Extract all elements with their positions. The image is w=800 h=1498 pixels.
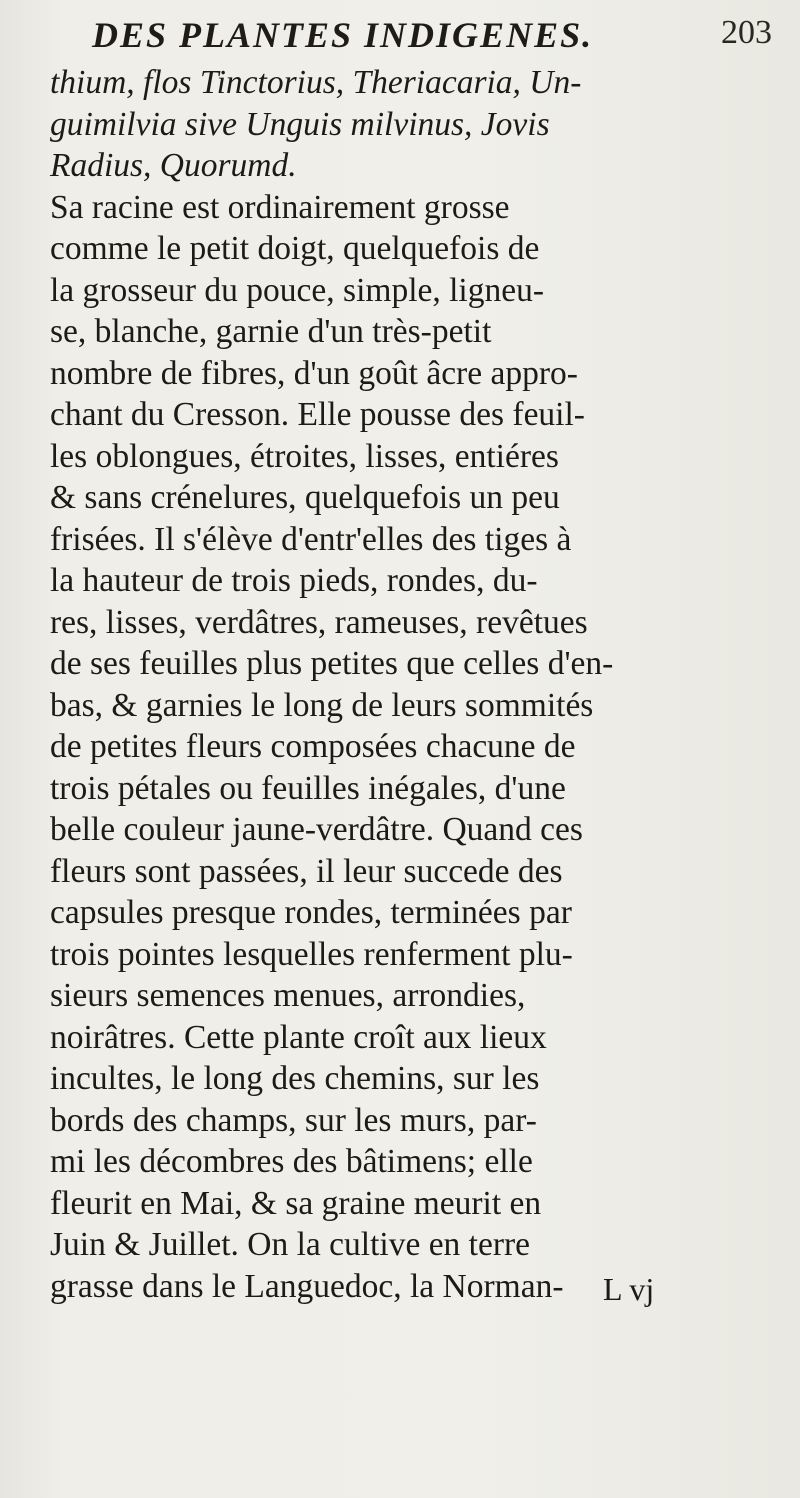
text-line: bas, & garnies le long de leurs sommités [50, 686, 594, 724]
text-line: res, lisses, verdâtres, rameuses, revêtues [50, 603, 588, 641]
text-line: trois pointes lesquelles renferment plu- [50, 935, 573, 973]
text-line: fleurs sont passées, il leur succede des [50, 852, 563, 890]
page-number: 203 [721, 14, 772, 51]
text-line: Juin & Juillet. On la cultive en terre [50, 1226, 531, 1263]
text-line: Sa racine est ordinairement grosse [50, 188, 510, 226]
text-line: thium, flos Tinctorius, Theriacaria, Un- [50, 64, 582, 101]
text-line: incultes, le long des chemins, sur les [50, 1060, 540, 1097]
signature-mark: L vj [603, 1271, 655, 1307]
text-line: grasse dans le Languedoc, la Norman- [50, 1267, 564, 1305]
body-text [50, 62, 770, 1307]
text-line: sieurs semences menues, arrondies, [50, 977, 526, 1014]
text-line: frisées. Il s'élève d'entr'elles des tiges à [50, 520, 572, 558]
running-head: DES PLANTES INDIGENES. [92, 15, 594, 55]
text-line: mi les décombres des bâtimens; elle [50, 1143, 533, 1180]
page-header [92, 14, 772, 60]
text-line: de petites fleurs composées chacune de [50, 728, 576, 765]
text-line: nombre de fibres, d'un goût âcre appro- [50, 354, 578, 392]
text-line: belle couleur jaune-verdâtre. Quand ces [50, 811, 583, 848]
text-line: noirâtres. Cette plante croît aux lieux [50, 1018, 547, 1056]
text-line: bords des champs, sur les murs, par- [50, 1101, 537, 1139]
text-line: chant du Cresson. Elle pousse des feuil- [50, 396, 585, 433]
text-line: & sans crénelures, quelquefois un peu [50, 479, 560, 516]
text-line: capsules presque rondes, terminées par [50, 894, 572, 931]
text-line: guimilvia sive Unguis milvinus, Jovis [50, 105, 550, 143]
signature-line [50, 1271, 770, 1313]
text-line: les oblongues, étroites, lisses, entiéres [50, 437, 559, 475]
text-line: se, blanche, garnie d'un très-petit [50, 313, 492, 350]
text-line: fleurit en Mai, & sa graine meurit en [50, 1184, 542, 1222]
text-line: de ses feuilles plus petites que celles d'en- [50, 645, 614, 682]
text-line: trois pétales ou feuilles inégales, d'une [50, 769, 566, 807]
text-line: la hauteur de trois pieds, rondes, du- [50, 562, 538, 599]
text-line: comme le petit doigt, quelquefois de [50, 230, 540, 267]
text-line: Radius, Quorumd. [50, 147, 297, 184]
text-line: la grosseur du pouce, simple, ligneu- [50, 271, 545, 309]
